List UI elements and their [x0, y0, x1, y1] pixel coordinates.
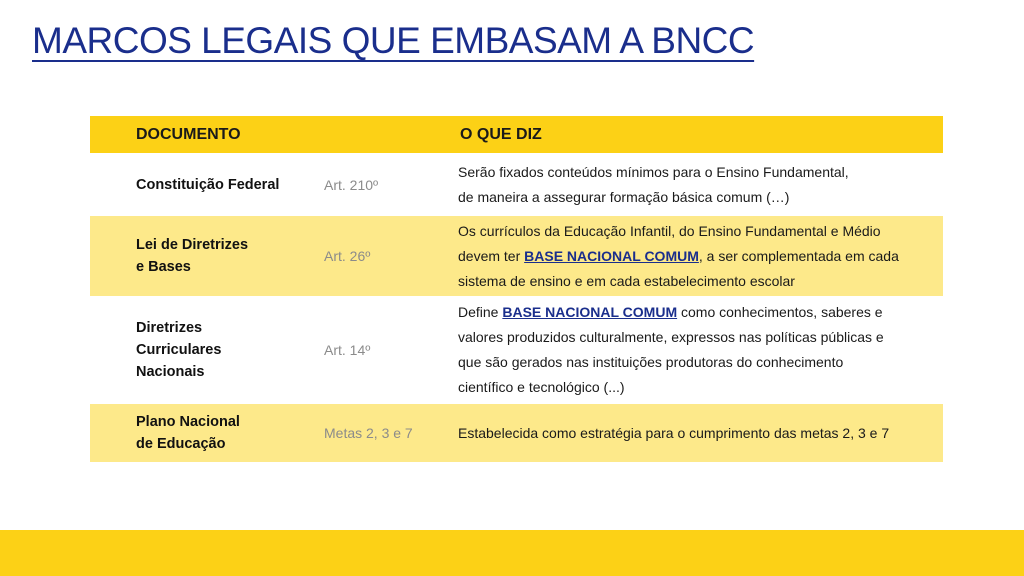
row-document: [90, 403, 316, 462]
header-spacer: [316, 116, 450, 154]
document-name-line: Curriculares: [136, 342, 222, 358]
row-document: [90, 154, 316, 215]
description-text: como conhecimentos, saberes e: [677, 304, 883, 320]
row-article: Metas 2, 3 e 7: [316, 403, 450, 462]
row-document: [90, 215, 316, 297]
table-row: [90, 215, 943, 297]
description-line: sistema de ensino e em cada estabelecimento escolar: [458, 272, 795, 289]
document-name-line: Lei de Diretrizes: [136, 237, 249, 253]
row-document: [90, 297, 316, 403]
header-what-it-says: O QUE DIZ: [450, 116, 943, 154]
document-name: Constituição Federal: [136, 176, 280, 193]
bottom-accent-bar: [0, 530, 1024, 576]
row-article: Art. 210º: [316, 154, 450, 215]
row-description: [450, 297, 943, 403]
document-name-line: de Educação: [136, 436, 226, 452]
table-row: [90, 403, 943, 462]
description-text: Define: [458, 304, 503, 320]
description-line: de maneira a assegurar formação básica comum (…): [458, 188, 790, 205]
table-row: [90, 154, 943, 215]
row-description: [450, 154, 943, 215]
description-line: científico e tecnológico (...): [458, 379, 625, 395]
description-line: [458, 300, 943, 325]
bncc-highlight: BASE NACIONAL COMUM: [502, 304, 678, 320]
row-article: Art. 26º: [316, 215, 450, 297]
row-article: Art. 14º: [316, 297, 450, 403]
description-line: Serão fixados conteúdos mínimos para o Ensino Fundamental,: [458, 163, 849, 180]
bncc-highlight: BASE NACIONAL COMUM: [524, 247, 699, 264]
description-line: Os currículos da Educação Infantil, do Ensino Fundamental e Médio: [458, 222, 881, 239]
description-text: devem ter: [458, 247, 525, 264]
document-name-line: Diretrizes: [136, 320, 203, 336]
document-name-line: Plano Nacional: [136, 414, 240, 430]
table-row: [90, 297, 943, 403]
page-title: MARCOS LEGAIS QUE EMBASAM A BNCC: [32, 20, 755, 61]
description-text: , a ser complementada em cada: [698, 247, 899, 264]
document-name-line: Nacionais: [136, 364, 205, 380]
table-header-row: [90, 116, 943, 154]
description-line: que são gerados nas instituições produtoras do conhecimento: [458, 354, 844, 370]
row-description: [450, 215, 943, 297]
description-line: [458, 244, 943, 269]
legal-framework-table: [90, 116, 943, 462]
description-line: valores produzidos culturalmente, expressos nas políticas públicas e: [458, 329, 884, 345]
header-document: DOCUMENTO: [90, 116, 316, 154]
document-name-line: e Bases: [136, 259, 191, 275]
row-description: Estabelecida como estratégia para o cumprimento das metas 2, 3 e 7: [450, 403, 943, 462]
